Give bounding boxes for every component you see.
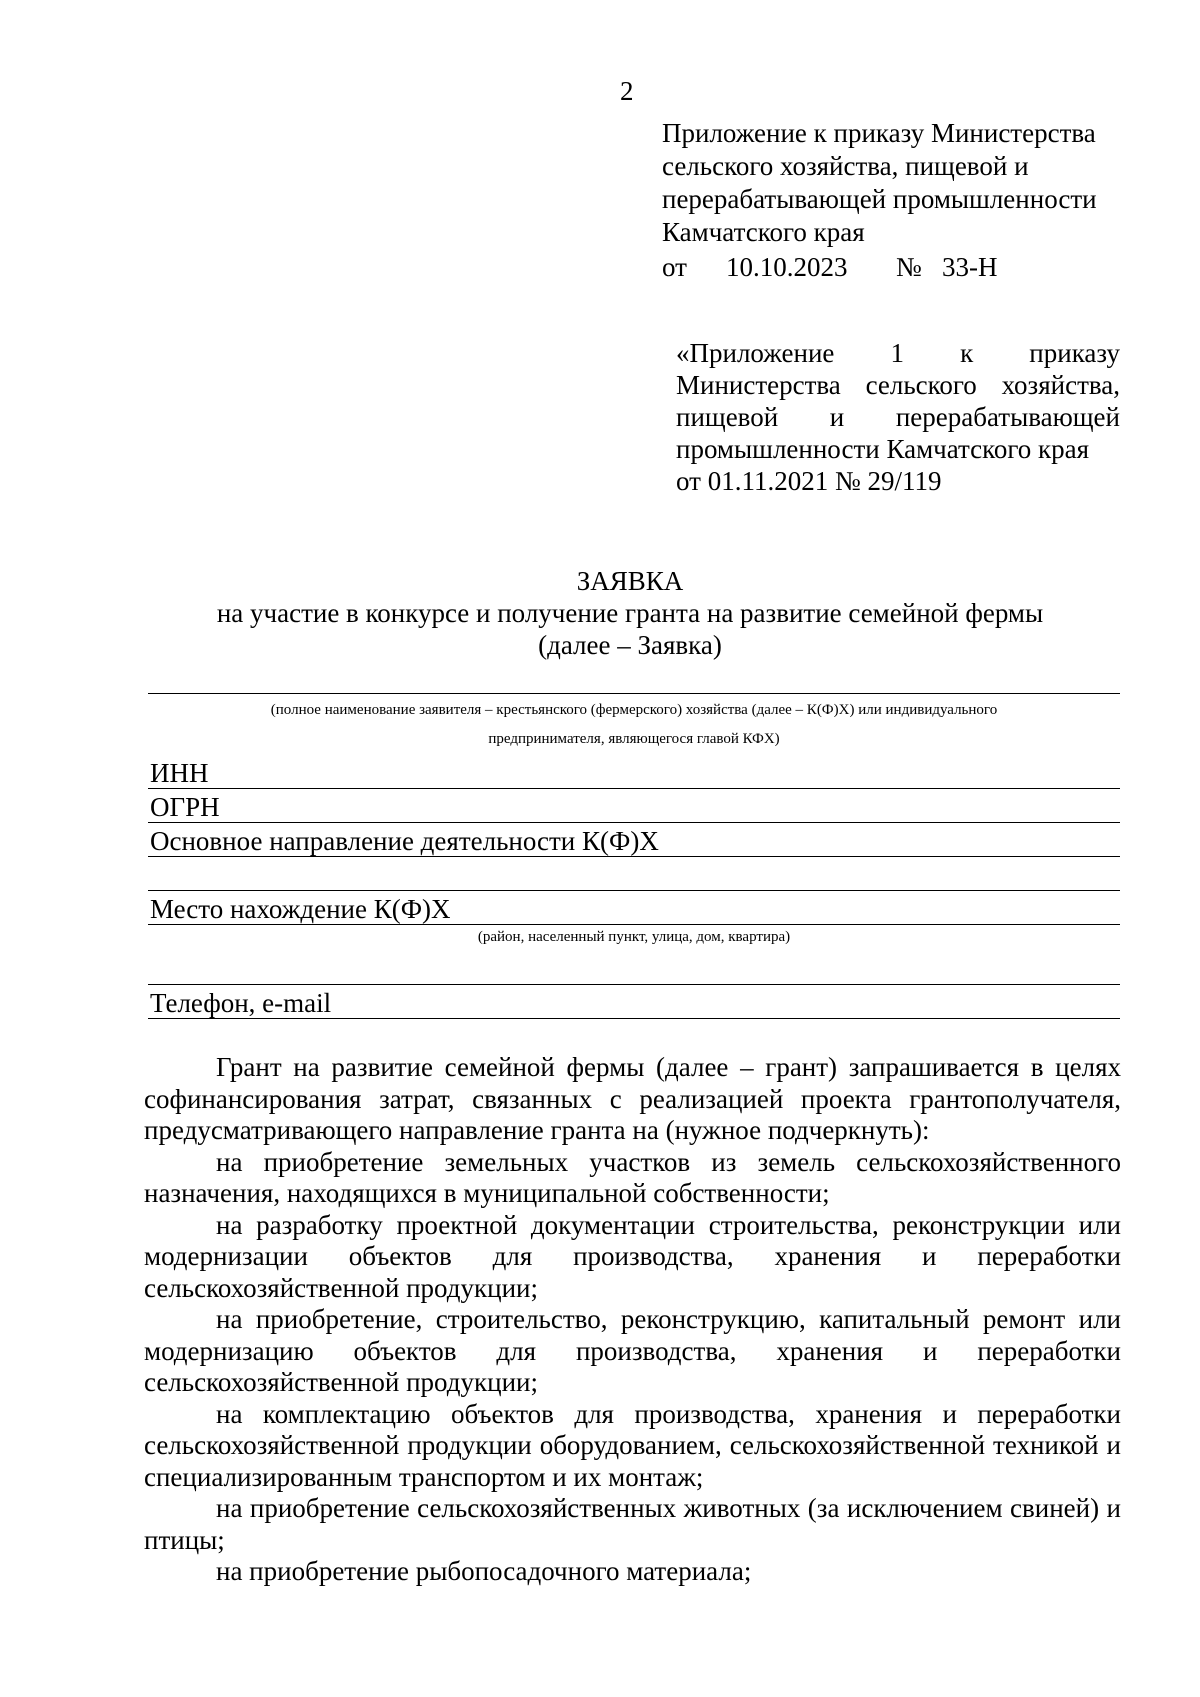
location-line-2 xyxy=(148,984,1120,985)
inn-label: ИНН xyxy=(150,758,209,788)
activity-line-2 xyxy=(148,890,1120,891)
location-line xyxy=(148,924,1120,925)
applicant-name-hint: (полное наименование заявителя – крестьянского (фермерского) хозяйства (далее – К(Ф)Х) или индивидуального xyxy=(270,702,998,718)
previous-approval-line: промышленности Камчатского края xyxy=(676,434,1090,464)
title-subtitle: на участие в конкурсе и получение гранта на развитие семейной фермы xyxy=(216,598,1044,628)
document-title xyxy=(140,565,1120,661)
activity-line xyxy=(148,856,1120,857)
applicant-name-line xyxy=(148,693,1120,694)
title-heading: ЗАЯВКА xyxy=(576,566,684,596)
page-number: 2 xyxy=(620,76,634,106)
previous-approval-line: от 01.11.2021 № 29/119 xyxy=(676,466,942,496)
approval-date: 10.10.2023 xyxy=(726,252,848,282)
body-paragraph: Грант на развитие семейной фермы (далее – грант) запрашивается в целях софинансирования затрат, связанных с реализацией проекта грантополучателя, предусматривающего направление гранта на (нужное подчеркнуть): xyxy=(144,1052,1121,1145)
ogrn-line xyxy=(148,822,1120,823)
body-paragraph: на приобретение рыбопосадочного материала; xyxy=(216,1556,752,1586)
from-label: от xyxy=(662,252,687,282)
body-paragraph: на приобретение, строительство, реконструкцию, капитальный ремонт или модернизацию объектов для производства, хранения и переработки сельскохозяйственной продукции; xyxy=(144,1304,1121,1397)
approval-number: 33-Н xyxy=(942,252,998,282)
body-paragraph: на разработку проектной документации строительства, реконструкции или модернизации объектов для производства, хранения и переработки сельскохозяйственной продукции; xyxy=(144,1209,1121,1303)
inn-line xyxy=(148,788,1120,789)
contacts-line xyxy=(148,1018,1120,1019)
contacts-label: Телефон, e-mail xyxy=(150,988,332,1018)
location-hint: (район, населенный пункт, улица, дом, квартира) xyxy=(477,929,791,945)
approval-line: сельского хозяйства, пищевой и xyxy=(662,151,1029,181)
body-paragraph: на комплектацию объектов для производства, хранения и переработки сельскохозяйственной продукции оборудованием, сельскохозяйственной техникой и специализированным транспортом и их монтаж; xyxy=(144,1398,1121,1492)
previous-approval-block xyxy=(676,337,1120,497)
ogrn-label: ОГРН xyxy=(150,792,220,822)
body-text xyxy=(144,1052,1121,1588)
approval-line: Приложение к приказу Министерства xyxy=(662,118,1096,148)
applicant-name-hint: предпринимателя, являющегося главой КФХ) xyxy=(488,731,780,747)
activity-label: Основное направление деятельности К(Ф)Х xyxy=(150,826,659,856)
body-paragraph: на приобретение земельных участков из земель сельскохозяйственного назначения, находящихся в муниципальной собственности; xyxy=(144,1146,1121,1208)
approval-line: Камчатского края xyxy=(662,217,865,247)
previous-approval-line: пищевой и перерабатывающей xyxy=(676,402,1120,432)
previous-approval-line: Министерства сельского хозяйства, xyxy=(676,370,1120,400)
title-abbreviation: (далее – Заявка) xyxy=(538,630,722,660)
previous-approval-line: «Приложение 1 к приказу xyxy=(676,338,1120,368)
approval-date-number-row xyxy=(662,251,1122,284)
approval-block xyxy=(662,117,1122,284)
location-label: Место нахождение К(Ф)Х xyxy=(150,894,451,924)
body-paragraph: на приобретение сельскохозяйственных животных (за исключением свиней) и птицы; xyxy=(144,1493,1121,1555)
approval-line: перерабатывающей промышленности xyxy=(662,184,1097,214)
number-sign: № xyxy=(896,252,922,282)
